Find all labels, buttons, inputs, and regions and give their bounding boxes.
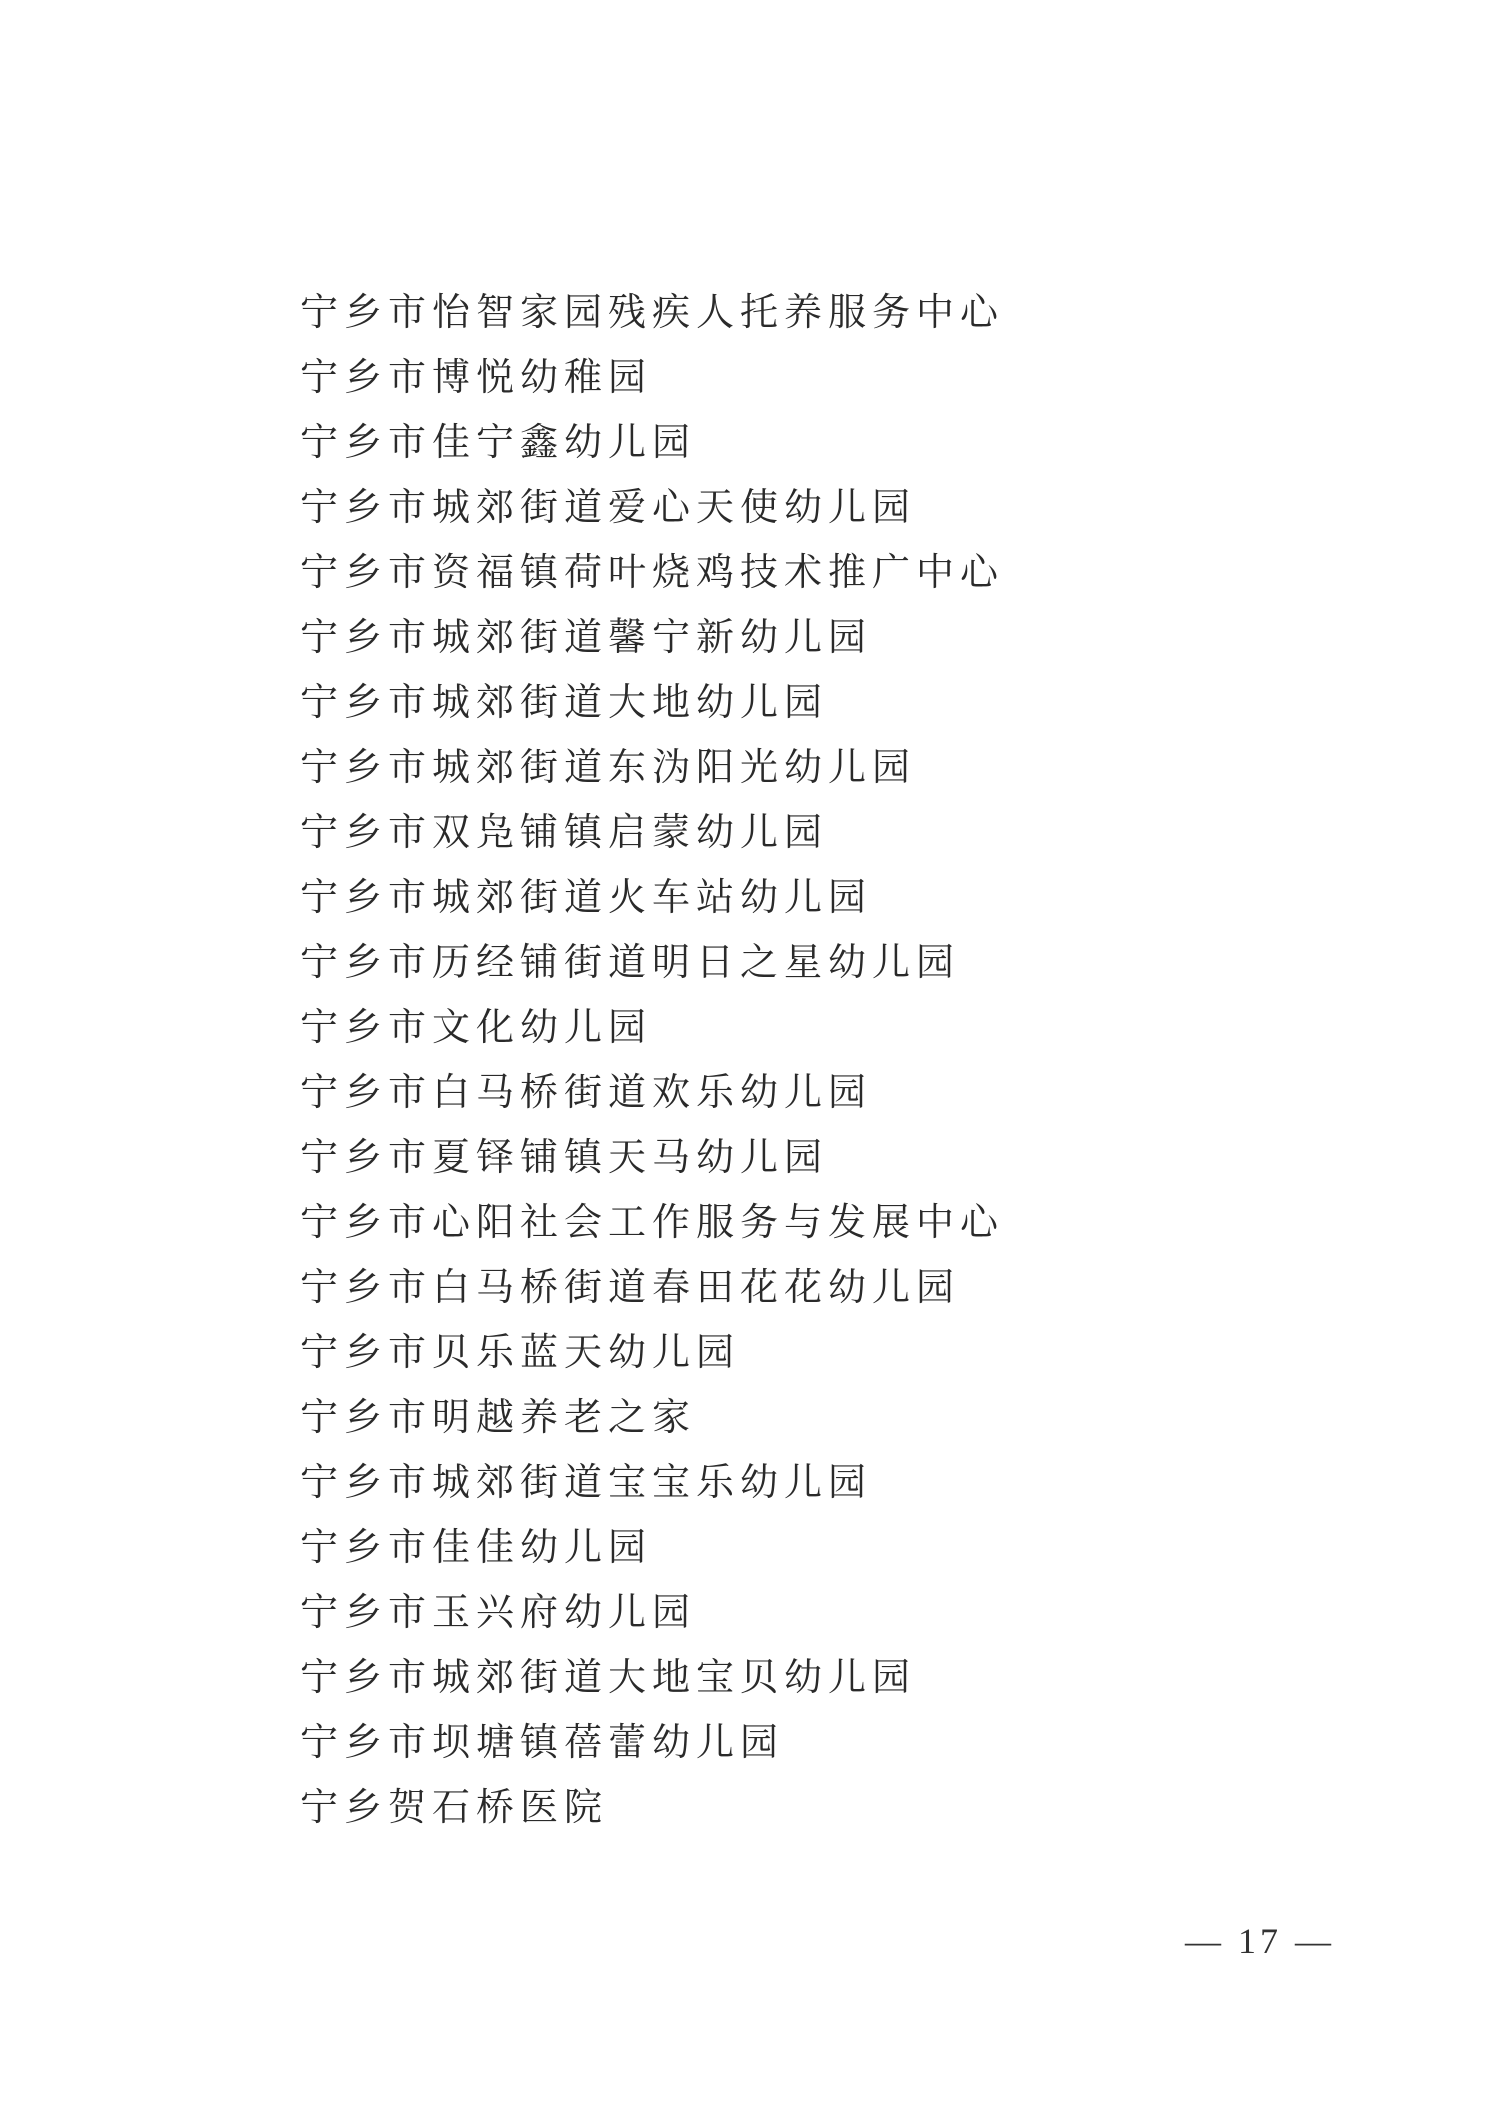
list-item: 宁乡市城郊街道大地幼儿园 <box>300 680 829 724</box>
list-item: 宁乡市白马桥街道春田花花幼儿园 <box>300 1265 961 1309</box>
list-item: 宁乡市博悦幼稚园 <box>300 355 653 399</box>
list-item: 宁乡市心阳社会工作服务与发展中心 <box>300 1200 1005 1244</box>
list-item: 宁乡市城郊街道宝宝乐幼儿园 <box>300 1460 873 1504</box>
list-item: 宁乡市城郊街道馨宁新幼儿园 <box>300 615 873 659</box>
list-item: 宁乡市怡智家园残疾人托养服务中心 <box>300 290 1005 334</box>
list-item: 宁乡市夏铎铺镇天马幼儿园 <box>300 1135 829 1179</box>
list-item: 宁乡市贝乐蓝天幼儿园 <box>300 1330 741 1374</box>
list-item: 宁乡市城郊街道火车站幼儿园 <box>300 875 873 919</box>
list-item: 宁乡市资福镇荷叶烧鸡技术推广中心 <box>300 550 1005 594</box>
list-item: 宁乡市城郊街道大地宝贝幼儿园 <box>300 1655 917 1699</box>
list-item: 宁乡贺石桥医院 <box>300 1785 609 1829</box>
list-item: 宁乡市佳宁鑫幼儿园 <box>300 420 697 464</box>
list-item: 宁乡市佳佳幼儿园 <box>300 1525 653 1569</box>
list-item: 宁乡市白马桥街道欢乐幼儿园 <box>300 1070 873 1114</box>
list-item: 宁乡市玉兴府幼儿园 <box>300 1590 697 1634</box>
list-item: 宁乡市城郊街道东沩阳光幼儿园 <box>300 745 917 789</box>
list-item: 宁乡市城郊街道爱心天使幼儿园 <box>300 485 917 529</box>
list-item: 宁乡市文化幼儿园 <box>300 1005 653 1049</box>
page-number: — 17 — <box>1185 1921 1335 1961</box>
organization-list <box>300 280 1004 1840</box>
list-item: 宁乡市坝塘镇蓓蕾幼儿园 <box>300 1720 785 1764</box>
list-item: 宁乡市明越养老之家 <box>300 1395 697 1439</box>
list-item: 宁乡市历经铺街道明日之星幼儿园 <box>300 940 961 984</box>
list-item: 宁乡市双凫铺镇启蒙幼儿园 <box>300 810 829 854</box>
